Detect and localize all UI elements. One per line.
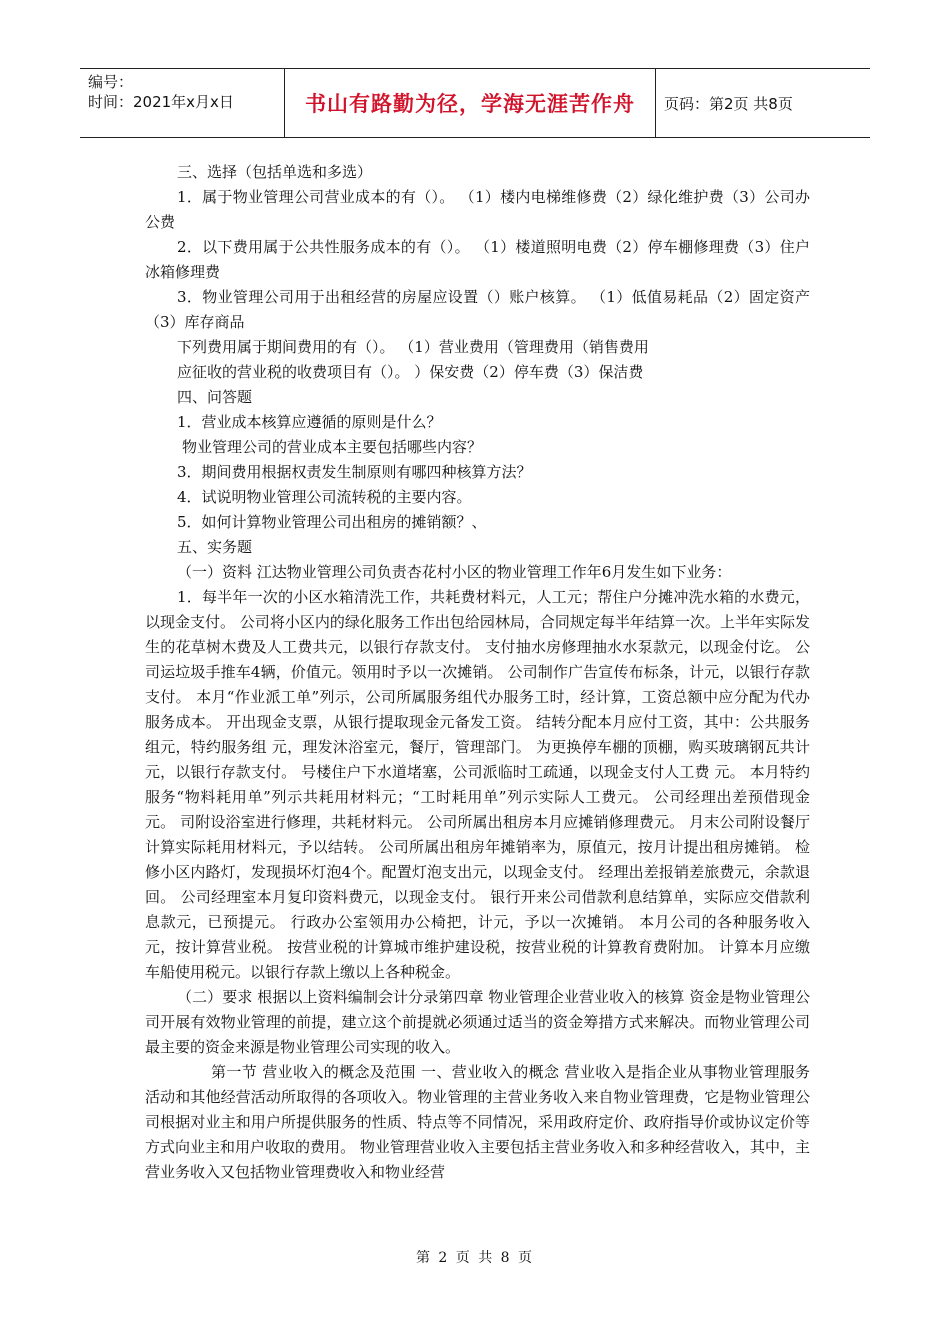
header-motto-cell (284, 69, 656, 137)
doc-number-label: 编号： (88, 73, 134, 91)
question-qa-5: 5．如何计算物业管理公司出租房的摊销额？、 (177, 513, 487, 531)
question-choice-2: 2．以下费用属于公共性服务成本的有（）。 （1）楼道照明电费（2）停车棚修理费（3）住户冰箱修理费 (145, 238, 810, 281)
section-heading-qa: 四、问答题 (177, 388, 253, 406)
question-qa-3: 3．期间费用根据权责发生制原则有哪四种核算方法？ (177, 463, 532, 481)
question-qa-2: 物业管理公司的营业成本主要包括哪些内容？ (182, 438, 483, 456)
question-choice-1: 1．属于物业管理公司营业成本的有（）。 （1）楼内电梯维修费（2）绿化维护费（3）公司办公费 (145, 188, 810, 231)
question-choice-3: 3．物业管理公司用于出租经营的房屋应设置（）账户核算。 （1）低值易耗品（2）固定资产（3）库存商品 (145, 288, 810, 331)
question-qa-4: 4．试说明物业管理公司流转税的主要内容。 (177, 488, 472, 506)
document-body (145, 160, 810, 1185)
page-footer: 第 2 页 共 8 页 (415, 1250, 535, 1266)
practice-material-body: 1．每半年一次的小区水箱清洗工作，共耗费材料元，人工元；帮住户分摊冲洗水箱的水费元，以现金支付。 公司将小区内的绿化服务工作出包给园林局，合同规定每半年结算一次。上半年实际发生的花草树木费及人工费共元，以银行存款支付。 支付抽水房修理抽水水泵款元，以现金付讫。 公司运垃圾手推车4辆，价值元。领用时予以一次摊销。 公司制作广告宣传布标条，计元，以银行存款支付。 本月“作业派工单”列示，公司所属服务组代办服务工时，经计算，工资总额中应分配为代办服务成本。 开出现金支票，从银行提取现金元备发工资。 结转分配本月应付工资，其中：公共服务组元，特约服务组 元，理发沐浴室元，餐厅，管理部门。 为更换停车棚的顶棚，购买玻璃钢瓦共计元，以银行存款支付。 号楼住户下水道堵塞，公司派临时工疏通，以现金支付人工费 元。 本月特约服务“物料耗用单”列示共耗用材料元；“工时耗用单”列示实际人工费元。 公司经理出差预借现金元。 司附设浴室进行修理，共耗材料元。 公司所属出租房本月应摊销修理费元。 月末公司附设餐厅计算实际耗用材料元，予以结转。 公司所属出租房年摊销率为，原值元，按月计提出租房摊销。 检修小区内路灯，发现损坏灯泡4个。配置灯泡支出元，以现金支付。 经理出差报销差旅费元，余款退回。 公司经理室本月复印资料费元，以现金支付。 银行开来公司借款利息结算单，实际应交借款利息款元，已预提元。 行政办公室领用办公椅把，计元，予以一次摊销。 本月公司的各种服务收入元，按计算营业税。 按营业税的计算城市维护建设税，按营业税的计算教育费附加。 计算本月应缴车船使用税元。以银行存款上缴以上各种税金。 (145, 588, 810, 981)
header-meta (80, 69, 284, 137)
question-choice-4: 下列费用属于期间费用的有（）。 （1）营业费用（管理费用（销售费用 (177, 338, 649, 356)
practice-requirement: （二）要求 根据以上资料编制会计分录第四章 物业管理企业营业收入的核算 资金是物业管理公司开展有效物业管理的前提，建立这个前提就必须通过适当的资金筹措方式来解决。而物业管理公司最主要的资金来源是物业管理公司实现的收入。 (145, 988, 810, 1056)
section-heading-choice: 三、选择（包括单选和多选） (177, 163, 373, 181)
doc-time-label: 时间：2021年x月x日 (88, 93, 234, 111)
chapter-section-text: 第一节 营业收入的概念及范围 一、营业收入的概念 营业收入是指企业从事物业管理服务活动和其他经营活动所取得的各项收入。物业管理的主营业务收入来自物业管理费，它是物业管理公司根据对业主和用户所提供服务的性质、特点等不同情况，采用政府定价、政府指导价或协议定价等方式向业主和用户收取的费用。 物业管理营业收入主要包括主营业务收入和多种经营收入，其中，主营业务收入又包括物业管理费收入和物业经营 (145, 1063, 810, 1181)
practice-material-intro: （一）资料 江达物业管理公司负责杏花村小区的物业管理工作年6月发生如下业务： (177, 563, 732, 581)
section-heading-practice: 五、实务题 (177, 538, 253, 556)
header-page-cell (656, 69, 870, 137)
question-choice-5: 应征收的营业税的收费项目有（）。 ）保安费（2）停车费（3）保洁费 (177, 363, 644, 381)
page-header (80, 68, 870, 138)
header-page-label: 页码：第2页 共8页 (664, 94, 793, 113)
question-qa-1: 1．营业成本核算应遵循的原则是什么？ (177, 413, 442, 431)
header-motto: 书山有路勤为径，学海无涯苦作舟 (305, 92, 635, 116)
